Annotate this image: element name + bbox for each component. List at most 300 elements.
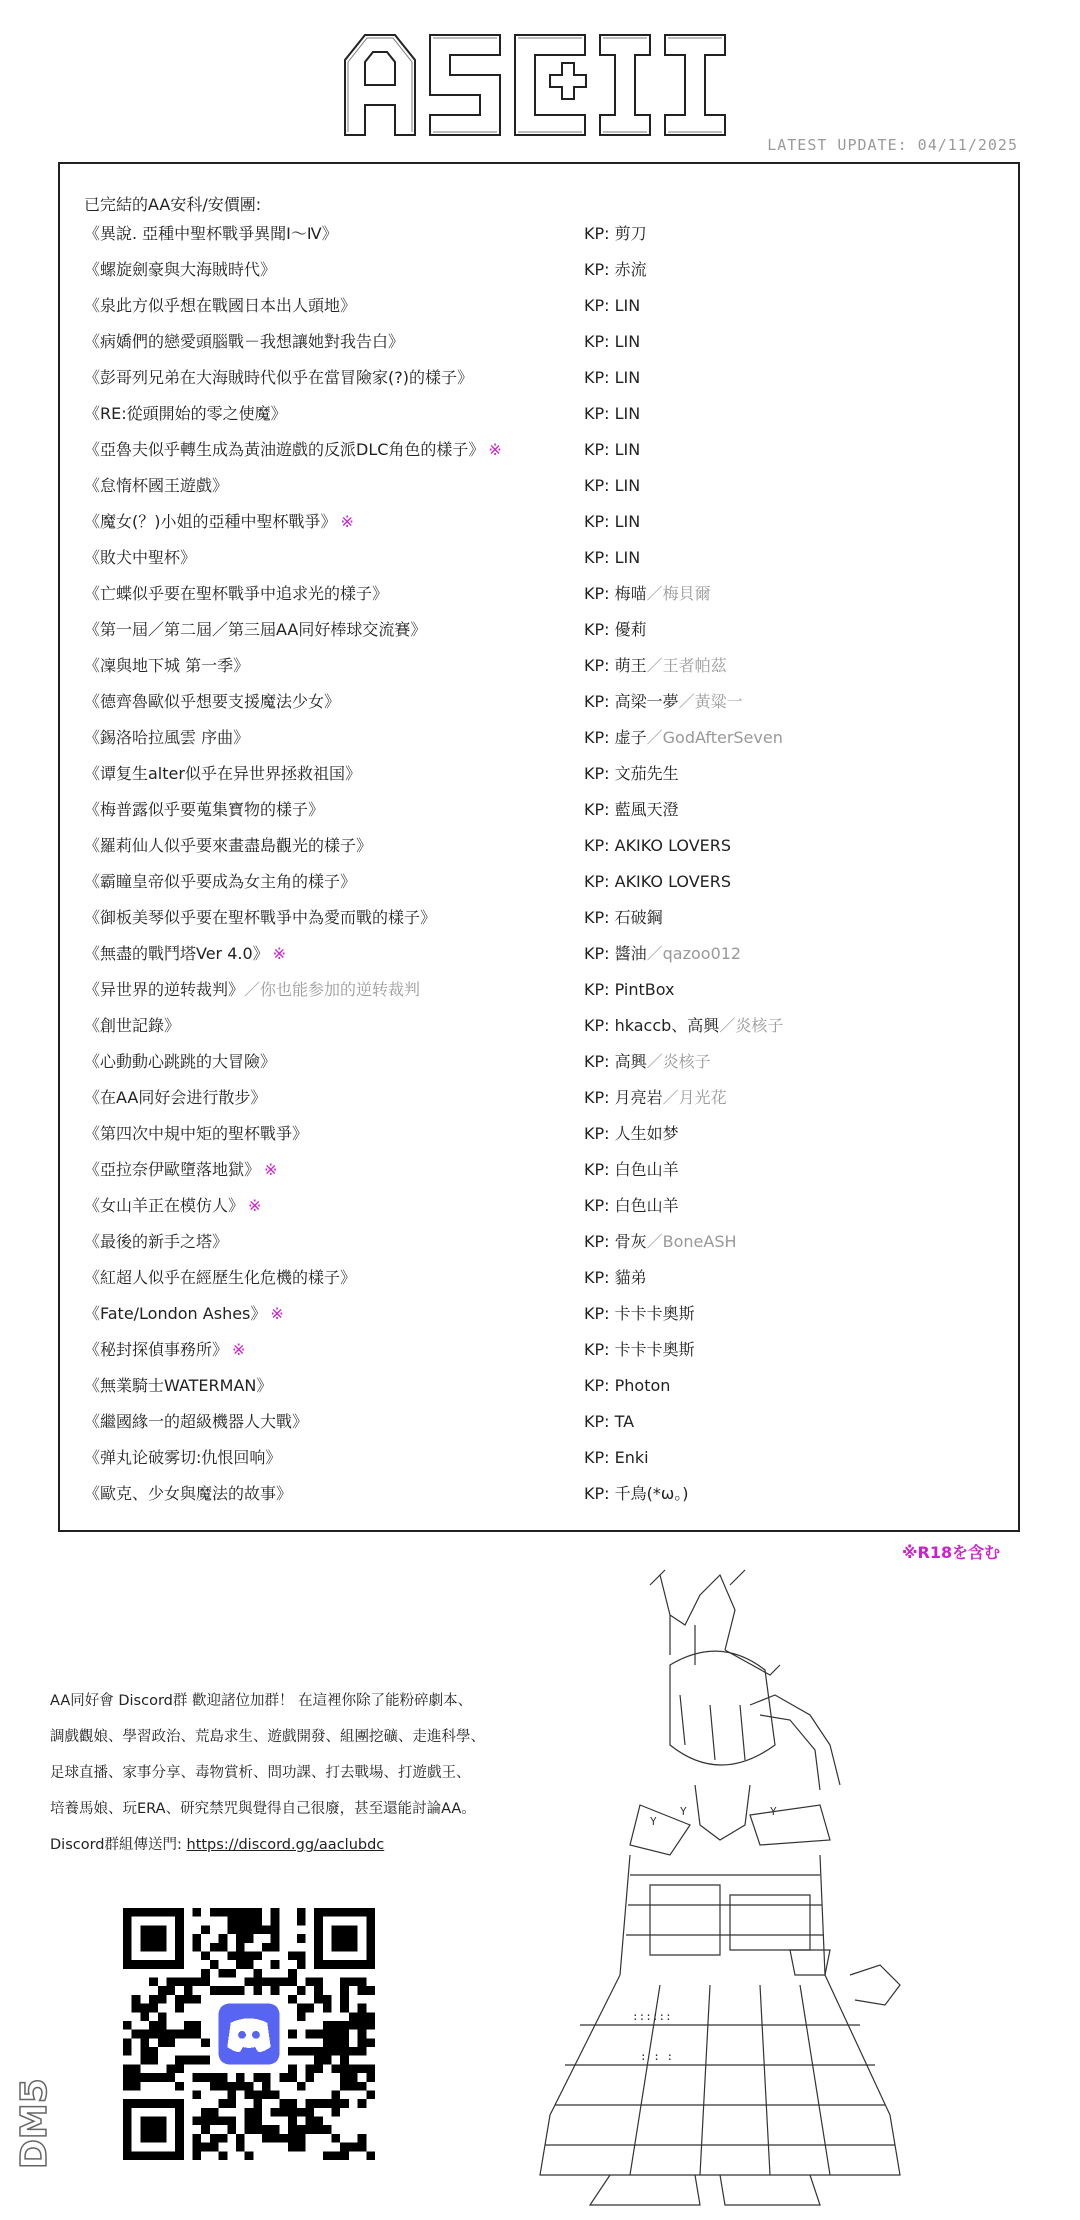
kp-name	[584, 692, 743, 712]
scenario-title	[84, 368, 473, 388]
kp-name	[584, 512, 640, 532]
qr-module	[332, 2151, 341, 2160]
kp-name-text: KP: 人生如梦	[584, 1124, 679, 1143]
kp-name-text: KP: TA	[584, 1412, 635, 1431]
qr-module	[262, 1925, 271, 1934]
qr-module	[358, 1986, 367, 1995]
scenario-title-text: 《怠惰杯國王遊戲》	[84, 476, 229, 495]
scenario-title	[84, 584, 388, 604]
kp-name-text: KP: hkaccb、高興	[584, 1016, 720, 1035]
discord-icon-eye	[238, 2031, 246, 2039]
qr-module	[149, 2047, 158, 2056]
kp-name-text: KP: Enki	[584, 1448, 649, 1467]
scenario-title-text: 《繼國緣一的超級機器人大戰》	[84, 1412, 309, 1431]
scenario-title-text: 《創世記錄》	[84, 1016, 181, 1035]
qr-module	[166, 1978, 175, 1987]
qr-module	[236, 1908, 245, 1917]
svg-text:::::::: ::::::	[632, 2010, 672, 2023]
list-item	[84, 512, 1004, 548]
qr-module	[340, 2099, 349, 2108]
discord-info-line: 培養馬娘、玩ERA、研究禁咒與覺得自己很廢，甚至還能討論AA。	[50, 1801, 476, 1817]
qr-module	[358, 2030, 367, 2039]
qr-module	[219, 2099, 228, 2108]
r18-mark: ※	[272, 944, 287, 963]
qr-module	[236, 2134, 245, 2143]
qr-module	[332, 2030, 341, 2039]
qr-module	[132, 2073, 141, 2082]
qr-module	[219, 2151, 228, 2160]
qr-module	[314, 2064, 323, 2073]
qr-module	[279, 2099, 288, 2108]
kp-alias: ／GodAfterSeven	[646, 728, 783, 747]
qr-module	[245, 2151, 254, 2160]
qr-module	[175, 2082, 184, 2091]
qr-module	[262, 2073, 271, 2082]
qr-module	[245, 2108, 254, 2117]
qr-module	[158, 2073, 167, 2082]
scenario-title	[84, 1160, 277, 1180]
scenario-title	[84, 260, 276, 280]
scenario-title	[84, 1340, 245, 1360]
list-item	[84, 692, 1004, 728]
scenario-title	[84, 440, 502, 460]
qr-module	[297, 1986, 306, 1995]
scenario-title	[84, 836, 372, 856]
list-item	[84, 980, 1004, 1016]
r18-mark: ※	[248, 1196, 262, 1215]
qr-module	[288, 2099, 297, 2108]
qr-module	[253, 1951, 262, 1960]
qr-module	[201, 1978, 210, 1987]
qr-module	[314, 2117, 323, 2126]
qr-module	[279, 2108, 288, 2117]
qr-module	[236, 2073, 245, 2082]
kp-name-text: KP: 剪刀	[584, 224, 647, 243]
kp-name	[584, 584, 711, 604]
qr-module	[253, 2117, 262, 2126]
qr-module	[288, 1951, 297, 1960]
scenario-title	[84, 1448, 281, 1468]
scenario-title	[84, 1196, 261, 1216]
qr-module	[262, 2082, 271, 2091]
scenario-title	[84, 944, 286, 964]
qr-module	[323, 2047, 332, 2056]
qr-module	[227, 1925, 236, 1934]
qr-module	[366, 2090, 375, 2099]
qr-module	[132, 2030, 141, 2039]
qr-module	[149, 2021, 158, 2030]
kp-name	[584, 1448, 649, 1468]
qr-module	[297, 2047, 306, 2056]
qr-module	[236, 1986, 245, 1995]
scenario-title-text: 《第一屆／第二屆／第三屆AA同好棒球交流賽》	[84, 620, 427, 639]
qr-module	[219, 2082, 228, 2091]
qr-module	[305, 1978, 314, 1987]
scenario-title	[84, 224, 338, 244]
list-item	[84, 1088, 1004, 1124]
qr-module	[140, 2073, 149, 2082]
qr-module	[305, 2117, 314, 2126]
kp-name-text: KP: LIN	[584, 440, 641, 459]
kp-name-text: KP: LIN	[584, 476, 641, 495]
qr-module	[236, 1960, 245, 1969]
qr-module	[358, 2082, 367, 2091]
qr-module	[123, 2038, 132, 2047]
qr-module	[149, 2030, 158, 2039]
qr-module	[262, 2090, 271, 2099]
dm5-watermark	[10, 2055, 58, 2195]
qr-module	[166, 2030, 175, 2039]
list-item	[84, 728, 1004, 764]
svg-text:Y: Y	[770, 1805, 777, 1818]
qr-module	[305, 2047, 314, 2056]
scenario-title	[84, 800, 324, 820]
kp-name	[584, 224, 647, 244]
kp-name	[584, 620, 647, 640]
list-item	[84, 1196, 1004, 1232]
qr-module	[262, 1978, 271, 1987]
qr-module	[253, 2108, 262, 2117]
list-item	[84, 656, 1004, 692]
qr-module	[288, 2073, 297, 2082]
kp-name	[584, 296, 640, 316]
svg-text:Y: Y	[650, 1815, 657, 1828]
list-item	[84, 1304, 1004, 1340]
list-item	[84, 908, 1004, 944]
qr-module	[349, 2082, 358, 2091]
list-item	[84, 764, 1004, 800]
qr-module	[201, 1969, 210, 1978]
qr-module	[175, 2030, 184, 2039]
qr-module	[305, 2099, 314, 2108]
list-item	[84, 1268, 1004, 1304]
qr-module	[323, 2056, 332, 2065]
scenario-title-text: 《Fate/London Ashes》	[84, 1304, 267, 1323]
kp-name-text: KP: 骨灰	[584, 1232, 647, 1251]
qr-module	[305, 2108, 314, 2117]
kp-name-text: KP: LIN	[584, 332, 641, 351]
qr-module	[149, 2056, 158, 2065]
qr-module	[158, 2021, 167, 2030]
qr-module	[340, 2047, 349, 2056]
qr-module	[201, 2117, 210, 2126]
qr-module	[236, 1951, 245, 1960]
qr-module	[227, 1969, 236, 1978]
kp-name	[584, 440, 640, 460]
qr-module	[245, 1917, 254, 1926]
kp-name	[584, 1088, 727, 1108]
scenario-title	[84, 728, 249, 748]
qr-module	[245, 1925, 254, 1934]
qr-module	[271, 1986, 280, 1995]
kp-name-text: KP: 石破鋼	[584, 908, 663, 927]
qr-module	[271, 1943, 280, 1952]
qr-module	[123, 2082, 132, 2091]
qr-module	[340, 2143, 349, 2152]
qr-module	[245, 2090, 254, 2099]
scenario-title	[84, 1124, 308, 1144]
qr-module	[193, 1995, 202, 2004]
qr-module	[271, 2125, 280, 2134]
qr-module	[210, 1986, 219, 1995]
scenario-title	[84, 404, 287, 424]
qr-module	[305, 2030, 314, 2039]
svg-text:Y: Y	[680, 1805, 687, 1818]
qr-module	[358, 2038, 367, 2047]
qr-module	[253, 1978, 262, 1987]
qr-module	[288, 2108, 297, 2117]
qr-module	[297, 2143, 306, 2152]
kp-name	[584, 836, 731, 856]
qr-module	[227, 2090, 236, 2099]
qr-module	[184, 1986, 193, 1995]
scenario-title	[84, 980, 420, 1000]
kp-name	[584, 800, 679, 820]
kp-name-text: KP: 醬油	[584, 944, 647, 963]
scenario-title-text: 《心動動心跳跳的大冒險》	[84, 1052, 277, 1071]
qr-module	[219, 1969, 228, 1978]
scenario-title-text: 《亡蝶似乎要在聖杯戰爭中追求光的樣子》	[84, 584, 389, 603]
qr-module	[332, 2090, 341, 2099]
r18-mark: ※	[232, 1340, 246, 1359]
qr-module	[210, 2117, 219, 2126]
qr-module	[279, 2134, 288, 2143]
kp-name	[584, 764, 679, 784]
discord-info-line: AA同好會 Discord群 歡迎諸位加群！ 在這裡你除了能粉碎劇本、	[50, 1693, 473, 1709]
qr-module	[349, 2064, 358, 2073]
scenario-title-text: 《螺旋劍豪與大海賊時代》	[84, 260, 277, 279]
qr-module	[340, 2030, 349, 2039]
r18-note: ※R18を含む	[902, 1543, 1001, 1562]
qr-module	[332, 2099, 341, 2108]
kp-name-text: KP: LIN	[584, 512, 641, 531]
qr-module	[201, 1925, 210, 1934]
qr-module	[149, 1978, 158, 1987]
list-item	[84, 1484, 1004, 1520]
qr-module	[245, 1908, 254, 1917]
kp-name-text: KP: 月亮岩	[584, 1088, 663, 1107]
kp-name	[584, 1340, 695, 1360]
qr-module	[149, 2073, 158, 2082]
qr-module	[271, 1978, 280, 1987]
scenario-title	[84, 620, 426, 640]
qr-module	[271, 1917, 280, 1926]
qr-module	[288, 2134, 297, 2143]
discord-qr-code	[123, 1908, 375, 2160]
kp-alias: ／炎核子	[646, 1052, 711, 1071]
watermark-text: DM5	[14, 2078, 55, 2169]
qr-module	[271, 1908, 280, 1917]
qr-module	[262, 2125, 271, 2134]
qr-module	[236, 1934, 245, 1943]
qr-module	[366, 2012, 375, 2021]
qr-module	[358, 1978, 367, 1987]
kp-name	[584, 656, 727, 676]
qr-module	[332, 2064, 341, 2073]
qr-module	[193, 2151, 202, 2160]
qr-module	[323, 2099, 332, 2108]
list-item	[84, 1124, 1004, 1160]
qr-module	[175, 2056, 184, 2065]
kp-name-text: KP: AKIKO LOVERS	[584, 836, 732, 855]
scenario-title-text: 《亞魯夫似乎轉生成為黃油遊戲的反派DLC角色的樣子》	[84, 440, 485, 459]
kp-name-text: KP: 高興	[584, 1052, 647, 1071]
scenario-title	[84, 656, 249, 676]
scenario-title-text: 《秘封探偵事務所》	[84, 1340, 229, 1359]
qr-module	[166, 2038, 175, 2047]
qr-module	[340, 1978, 349, 1987]
qr-module	[193, 2073, 202, 2082]
qr-module	[219, 2117, 228, 2126]
qr-module	[149, 1995, 158, 2004]
scenario-title	[84, 1376, 272, 1396]
scenario-title-alias: ／你也能参加的逆转裁判	[244, 980, 421, 999]
qr-module	[271, 1925, 280, 1934]
scenario-title	[84, 1232, 228, 1252]
qr-module	[314, 1978, 323, 1987]
qr-module	[201, 2143, 210, 2152]
list-item	[84, 440, 1004, 476]
qr-module	[340, 2021, 349, 2030]
scenario-title-text: 《最後的新手之塔》	[84, 1232, 229, 1251]
qr-module	[297, 2012, 306, 2021]
list-item	[84, 944, 1004, 980]
qr-module	[193, 2143, 202, 2152]
qr-module	[184, 1995, 193, 2004]
qr-finder	[140, 1925, 166, 1951]
qr-module	[175, 1978, 184, 1987]
qr-module	[288, 2030, 297, 2039]
qr-module	[340, 2056, 349, 2065]
scenario-title	[84, 296, 356, 316]
qr-module	[305, 2004, 314, 2013]
qr-module	[332, 2108, 341, 2117]
qr-module	[193, 2090, 202, 2099]
qr-module	[358, 2004, 367, 2013]
kp-name	[584, 1304, 695, 1324]
latest-update-text: LATEST UPDATE: 04/11/2025	[767, 136, 1018, 154]
qr-module	[123, 2064, 132, 2073]
kp-name	[584, 1160, 679, 1180]
qr-module	[227, 2099, 236, 2108]
qr-module	[123, 2073, 132, 2082]
qr-module	[305, 2125, 314, 2134]
list-item	[84, 1016, 1004, 1052]
discord-info	[50, 1683, 540, 1863]
qr-module	[314, 2056, 323, 2065]
kp-name	[584, 1052, 711, 1072]
scenario-title	[84, 512, 354, 532]
qr-module	[332, 2047, 341, 2056]
qr-module	[271, 1960, 280, 1969]
kp-alias: ／梅貝爾	[646, 584, 711, 603]
discord-info-line: 足球直播、家事分享、毒物賞析、問功課、打去戰場、打遊戲王、	[50, 1765, 471, 1781]
qr-module	[288, 1995, 297, 2004]
qr-code-graphic	[123, 1908, 375, 2160]
kp-name	[584, 1268, 647, 1288]
kp-name	[584, 548, 640, 568]
qr-module	[366, 2038, 375, 2047]
qr-module	[366, 1986, 375, 1995]
kp-name-text: KP: 高梁一夢	[584, 692, 679, 711]
qr-module	[314, 2125, 323, 2134]
qr-module	[193, 2117, 202, 2126]
qr-module	[305, 2064, 314, 2073]
scenario-title-text: 《霸瞳皇帝似乎要成為女主角的樣子》	[84, 872, 357, 891]
scenario-title-text: 《歐克、少女與魔法的故事》	[84, 1484, 293, 1503]
box-border-left	[58, 162, 60, 1532]
qr-module	[297, 1917, 306, 1926]
qr-module	[349, 2021, 358, 2030]
qr-module	[201, 2108, 210, 2117]
qr-module	[358, 2012, 367, 2021]
qr-module	[158, 2012, 167, 2021]
scenario-title-text: 《異說. 亞種中聖杯戰爭異聞Ⅰ～Ⅳ》	[84, 224, 338, 243]
qr-module	[271, 2134, 280, 2143]
list-item	[84, 296, 1004, 332]
kp-name	[584, 872, 731, 892]
box-border-bottom	[58, 1530, 1020, 1532]
scenario-title-text: 《亞拉奈伊歐墮落地獄》	[84, 1160, 261, 1179]
qr-module	[184, 2056, 193, 2065]
scenario-title-text: 《RE:從頭開始的零之使魔》	[84, 404, 287, 423]
kp-name-text: KP: 萌王	[584, 656, 647, 675]
kp-name-text: KP: 梅喵	[584, 584, 647, 603]
qr-module	[140, 2030, 149, 2039]
qr-module	[236, 2082, 245, 2091]
qr-module	[175, 1995, 184, 2004]
scenario-title-text: 《御板美琴似乎要在聖杯戰爭中為愛而戰的樣子》	[84, 908, 437, 927]
qr-module	[193, 2021, 202, 2030]
qr-module	[193, 1934, 202, 1943]
qr-module	[210, 2143, 219, 2152]
list-item	[84, 404, 1004, 440]
qr-module	[210, 2134, 219, 2143]
qr-module	[279, 1978, 288, 1987]
qr-module	[297, 2108, 306, 2117]
qr-module	[262, 1943, 271, 1952]
qr-module	[340, 2038, 349, 2047]
kp-name	[584, 980, 675, 1000]
qr-module	[219, 1943, 228, 1952]
scenario-title-text: 《紅超人似乎在經歷生化危機的樣子》	[84, 1268, 357, 1287]
qr-module	[184, 2030, 193, 2039]
kp-alias: ／炎核子	[719, 1016, 784, 1035]
scenario-title	[84, 1016, 180, 1036]
qr-module	[340, 2073, 349, 2082]
scenario-title	[84, 1304, 284, 1324]
list-item	[84, 332, 1004, 368]
discord-icon-eye	[252, 2031, 260, 2039]
qr-module	[340, 2004, 349, 2013]
scenario-title	[84, 548, 196, 568]
qr-module	[132, 2082, 141, 2091]
kp-name	[584, 1196, 679, 1216]
kp-name-text: KP: LIN	[584, 548, 641, 567]
qr-module	[358, 2099, 367, 2108]
qr-module	[158, 1986, 167, 1995]
kp-name	[584, 1412, 634, 1432]
qr-module	[175, 2064, 184, 2073]
list-item	[84, 1376, 1004, 1412]
qr-module	[245, 1960, 254, 1969]
qr-module	[193, 2030, 202, 2039]
qr-module	[314, 1995, 323, 2004]
qr-module	[262, 2134, 271, 2143]
discord-invite-link[interactable]: https://discord.gg/aaclubdc	[186, 1837, 385, 1853]
kp-name-text: KP: LIN	[584, 404, 641, 423]
qr-module	[245, 2082, 254, 2091]
